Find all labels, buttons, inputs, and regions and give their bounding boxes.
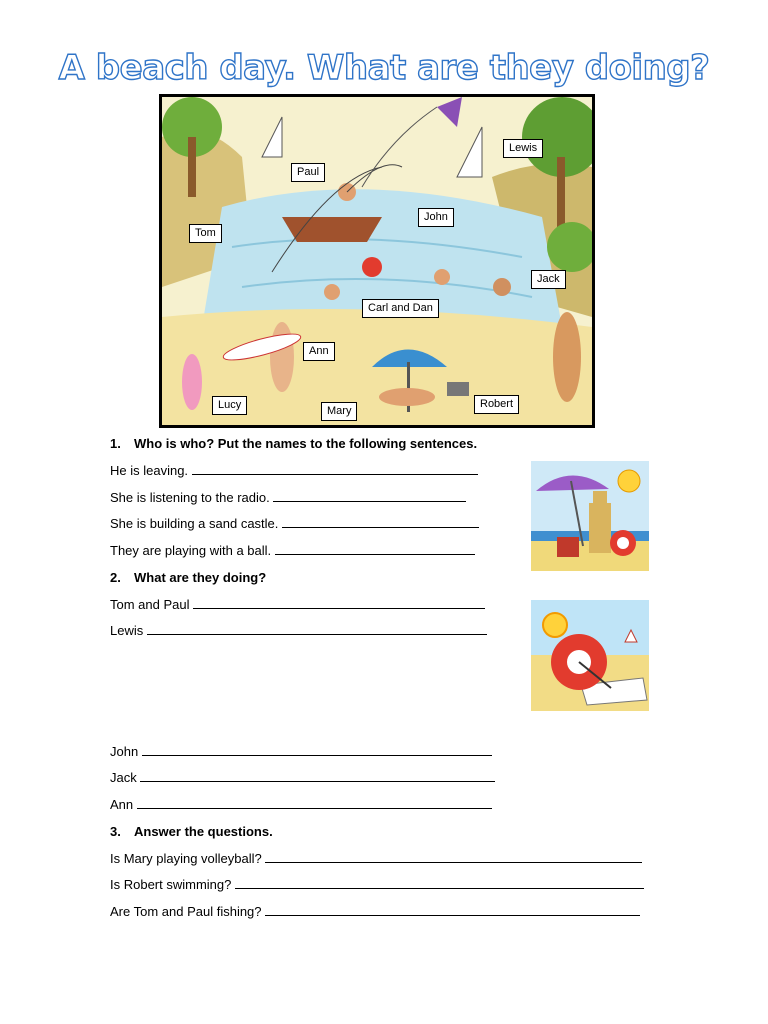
sentence-text: She is building a sand castle. bbox=[110, 516, 279, 531]
answer-blank[interactable] bbox=[275, 543, 475, 555]
section-1-heading bbox=[110, 436, 477, 451]
question-text: Is Robert swimming? bbox=[110, 877, 232, 892]
answer-blank[interactable] bbox=[137, 797, 492, 809]
label-carl-and-dan: Carl and Dan bbox=[362, 299, 439, 318]
label-tom: Tom bbox=[189, 224, 222, 243]
person-line-2 bbox=[110, 623, 487, 638]
question-text: Are Tom and Paul fishing? bbox=[110, 904, 262, 919]
question-2 bbox=[110, 877, 644, 892]
sentence-text: They are playing with a ball. bbox=[110, 543, 272, 558]
sentence-text: She is listening to the radio. bbox=[110, 490, 270, 505]
sentence-3 bbox=[110, 516, 479, 531]
section-2-title: What are they doing? bbox=[134, 570, 267, 585]
person-name: Ann bbox=[110, 797, 134, 812]
label-paul: Paul bbox=[291, 163, 325, 182]
label-jack: Jack bbox=[531, 270, 566, 289]
label-lewis: Lewis bbox=[503, 139, 543, 158]
question-1 bbox=[110, 851, 642, 866]
section-3-title: Answer the questions. bbox=[134, 824, 273, 839]
person-name: John bbox=[110, 744, 139, 759]
answer-blank[interactable] bbox=[142, 744, 492, 756]
person-name: Tom and Paul bbox=[110, 597, 190, 612]
question-text: Is Mary playing volleyball? bbox=[110, 851, 262, 866]
sentence-1 bbox=[110, 463, 478, 478]
question-3 bbox=[110, 904, 640, 919]
answer-blank[interactable] bbox=[147, 623, 487, 635]
sandcastle-clipart bbox=[531, 461, 649, 571]
section-1-title: Who is who? Put the names to the following sentences. bbox=[134, 436, 478, 451]
answer-blank[interactable] bbox=[273, 490, 466, 502]
section-2-number: 2. bbox=[110, 570, 121, 585]
answer-blank[interactable] bbox=[265, 904, 640, 916]
person-line-5 bbox=[110, 797, 492, 812]
label-lucy: Lucy bbox=[212, 396, 247, 415]
answer-blank[interactable] bbox=[140, 770, 495, 782]
section-3-heading bbox=[110, 824, 273, 839]
sentence-text: He is leaving. bbox=[110, 463, 189, 478]
label-mary: Mary bbox=[321, 402, 357, 421]
label-john: John bbox=[418, 208, 454, 227]
answer-blank[interactable] bbox=[282, 516, 479, 528]
answer-blank[interactable] bbox=[192, 463, 478, 475]
label-ann: Ann bbox=[303, 342, 335, 361]
sentence-2 bbox=[110, 490, 466, 505]
beach-scene-illustration bbox=[159, 94, 595, 428]
person-line-3 bbox=[110, 744, 492, 759]
sentence-4 bbox=[110, 543, 475, 558]
answer-blank[interactable] bbox=[235, 877, 644, 889]
page-title: A beach day. What are they doing? bbox=[58, 48, 710, 88]
person-line-1 bbox=[110, 597, 485, 612]
beach-umbrella-clipart bbox=[531, 600, 649, 711]
person-line-4 bbox=[110, 770, 495, 785]
section-2-heading bbox=[110, 570, 266, 585]
answer-blank[interactable] bbox=[193, 597, 485, 609]
section-3-number: 3. bbox=[110, 824, 121, 839]
person-name: Jack bbox=[110, 770, 137, 785]
section-1-number: 1. bbox=[110, 436, 121, 451]
label-robert: Robert bbox=[474, 395, 519, 414]
answer-blank[interactable] bbox=[265, 851, 642, 863]
person-name: Lewis bbox=[110, 623, 144, 638]
